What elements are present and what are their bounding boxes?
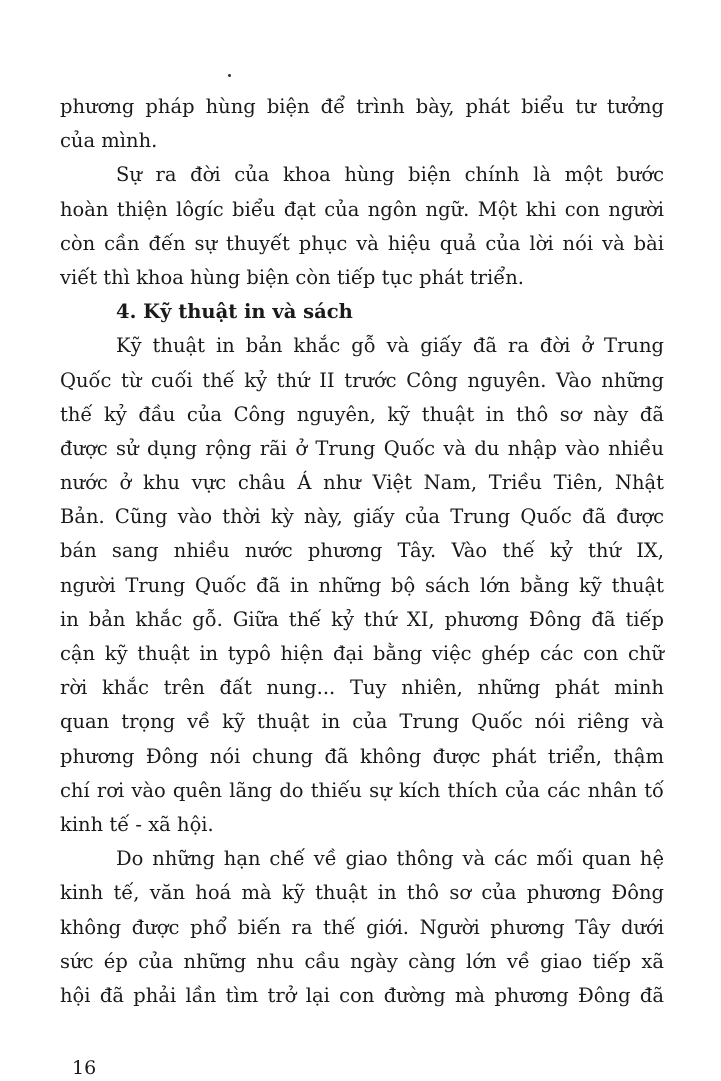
text-line: hoàn thiện lôgíc biểu đạt của ngôn ngữ. Một khi con người <box>60 197 664 221</box>
print-speck <box>228 74 231 77</box>
text-line: phương Đông nói chung đã không được phát triển, thậm <box>60 744 664 768</box>
text-line: của mình. <box>60 129 158 153</box>
paragraph-start: Do những hạn chế về giao thông và các mối quan hệ <box>116 847 664 871</box>
section-heading: 4. Kỹ thuật in và sách <box>116 300 353 324</box>
text-line: bán sang nhiều nước phương Tây. Vào thế kỷ thứ IX, <box>60 539 664 563</box>
text-line: chí rơi vào quên lãng do thiếu sự kích thích của các nhân tố <box>60 778 664 802</box>
text-line: kinh tế - xã hội. <box>60 812 214 836</box>
text-line: hội đã phải lần tìm trở lại con đường mà phương Đông đã <box>60 983 664 1007</box>
text-line: nước ở khu vực châu Á như Việt Nam, Triều Tiên, Nhật <box>60 471 664 495</box>
text-line: phương pháp hùng biện để trình bày, phát biểu tư tưởng <box>60 95 664 118</box>
text-line: người Trung Quốc đã in những bộ sách lớn bằng kỹ thuật <box>60 573 664 597</box>
text-line: còn cần đến sự thuyết phục và hiệu quả của lời nói và bài <box>60 231 664 255</box>
text-line: viết thì khoa hùng biện còn tiếp tục phát triển. <box>60 265 524 289</box>
text-line: Quốc từ cuối thế kỷ thứ II trước Công nguyên. Vào những <box>60 368 664 392</box>
text-line: kinh tế, văn hoá mà kỹ thuật in thô sơ của phương Đông <box>60 881 664 905</box>
paragraph-start: Kỹ thuật in bản khắc gỗ và giấy đã ra đời ở Trung <box>116 334 664 358</box>
text-line: in bản khắc gỗ. Giữa thế kỷ thứ XI, phương Đông đã tiếp <box>60 607 664 631</box>
text-line: rời khắc trên đất nung... Tuy nhiên, những phát minh <box>60 676 664 700</box>
page-number: 16 <box>72 1057 97 1079</box>
text-line: Bản. Cũng vào thời kỳ này, giấy của Trung Quốc đã được <box>60 505 664 529</box>
text-line: không được phổ biến ra thế giới. Người phương Tây dưới <box>60 915 664 939</box>
text-line: quan trọng về kỹ thuật in của Trung Quốc nói riêng và <box>60 710 664 734</box>
text-line: được sử dụng rộng rãi ở Trung Quốc và du nhập vào nhiều <box>60 436 664 460</box>
paragraph-start: Sự ra đời của khoa hùng biện chính là một bước <box>116 163 664 187</box>
body-text <box>60 90 664 1013</box>
text-line: sức ép của những nhu cầu ngày càng lớn về giao tiếp xã <box>60 949 664 973</box>
text-line: thế kỷ đầu của Công nguyên, kỹ thuật in thô sơ này đã <box>60 402 664 426</box>
text-line: cận kỹ thuật in typô hiện đại bằng việc ghép các con chữ <box>60 642 664 665</box>
